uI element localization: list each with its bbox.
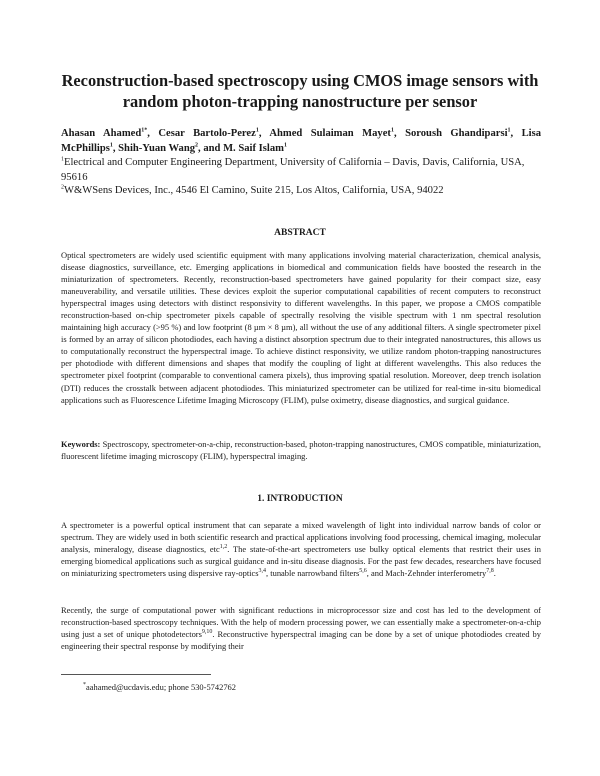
paper-title: Reconstruction-based spectroscopy using CMOS image sensors with random photon-trapping nanostructure per sensor xyxy=(61,71,539,111)
footnote-rule xyxy=(61,674,211,675)
keywords xyxy=(61,438,541,462)
introduction-heading: 1. INTRODUCTION xyxy=(257,494,343,504)
citation-ref: 1,2 xyxy=(219,544,228,551)
citation-ref: 3,4 xyxy=(258,568,267,575)
affiliation-number: 2 xyxy=(61,184,64,191)
author-affiliation-mark: 1 xyxy=(507,127,511,134)
text-run: . Reconstructive hyperspectral imaging can be done by a set of unique photodiodes created by engineering their spectral response by modifying their xyxy=(61,629,541,652)
author-name: Shih-Yuan Wang xyxy=(118,143,196,154)
author-affiliation-mark: 1* xyxy=(141,127,148,134)
affiliation-number: 1 xyxy=(61,156,64,163)
text-run: , and Mach-Zehnder interferometry xyxy=(366,568,487,579)
author-affiliation-mark: 1 xyxy=(283,142,287,149)
abstract-heading: ABSTRACT xyxy=(274,228,326,238)
intro-paragraph-2 xyxy=(61,604,541,652)
author-name: Ahmed Sulaiman Mayet xyxy=(269,128,391,139)
footnote-text: aahamed@ucdavis.edu; phone 530-5742762 xyxy=(86,682,236,692)
author-affiliation-mark: 1 xyxy=(255,127,259,134)
author-name: M. Saif Islam xyxy=(223,143,284,154)
author-affiliation-mark: 2 xyxy=(195,142,199,149)
affiliation-text: Electrical and Computer Engineering Department, University of California – Davis, Davis, California, USA, 95616 xyxy=(61,157,525,183)
intro-paragraph-1 xyxy=(61,519,541,579)
footnote-mark: * xyxy=(83,682,86,689)
author-affiliation-mark: 1 xyxy=(390,127,394,134)
author-affiliation-mark: 1 xyxy=(109,142,113,149)
citation-ref: 9,10 xyxy=(201,629,213,636)
text-run: , tunable narrowband filters xyxy=(266,568,360,579)
text-run: . The state-of-the-art spectrometers use bulky optical elements that restrict their uses in emerging biomedical applications such as surgical guidance and in-situ disease diagnosis. For the past few decades, researchers have focused on miniaturizing spectrometers using dispersive ray-optics xyxy=(61,544,541,579)
author-name: Cesar Bartolo-Perez xyxy=(158,128,256,139)
author-list: Ahasan Ahamed$^{1*}$, Cesar Bartolo-Perez$^1$, Ahmed Sulaiman Mayet$^1$, Soroush Ghandiparsi$^1$, Lisa McPhillips$^1$, Shih-Yuan Wang$^2$, and M. Saif Islam$^1$ xyxy=(61,127,542,154)
text-run: Recently, the surge of computational power with significant reductions in microprocessor size and cost has led to the development of reconstruction-based spectroscopy techniques. With the help of modern processing power, we can essentially make a spectrometer-on-a-chip using just a set of unique photodetectors xyxy=(61,605,541,640)
author-name: Lisa McPhillips xyxy=(61,128,542,154)
author-name: Ahasan Ahamed xyxy=(61,128,142,139)
footnote xyxy=(83,682,236,692)
author-conjunction: and xyxy=(203,143,221,154)
citation-ref: 7,8 xyxy=(486,568,494,575)
keywords-label: Keywords: xyxy=(61,439,101,449)
affiliation-text: W&WSens Devices, Inc., 4546 El Camino, Suite 215, Los Altos, California, USA, 94022 xyxy=(64,185,444,196)
citation-ref: 5,6 xyxy=(359,568,367,575)
author-name: Soroush Ghandiparsi xyxy=(405,128,508,139)
abstract-text: Optical spectrometers are widely used scientific equipment with many applications involving material characterization, chemical analysis, disease diagnostics, surveillance, etc. Emerging applications in biomedical and communication fields have boosted the research in the miniaturization of spectrometers. Recently, reconstruction-based spectrometers have gained popularity for their compact size, easy maneuverability, and versatile utilities. These devices exploit the superior computational capabilities of recent computers to reconstruct hyperspectral images using detectors with distinct responsivity to different wavelengths. In this paper, we propose a CMOS compatible reconstruction-based on-chip spectrometer pixels capable of spectrally resolving the visible spectrum with 1 nm spectral resolution maintaining high accuracy (>95 %) and low footprint (8 µm × 8 µm), all without the use of any additional filters. A single spectrometer pixel is formed by an array of silicon photodiodes, each having a distinct absorption spectrum due to their integrated nanostructures, this allows us to computationally reconstruct the hyperspectral image. To achieve distinct responsivity, we utilize random photon-trapping nanostructures per photodiode with different dimensions and shapes that modify the coupling of light at different wavelengths. This also reduces the spectrometer pixel footprint (comparable to conventional camera pixels), thus improving spatial resolution. Moreover, deep trench isolation (DTI) reduces the crosstalk between adjacent photodiodes. This miniaturized spectrometer can be utilized for real-time in-situ biomedical applications such as Fluorescence Lifetime Imaging Microscopy (FLIM), pulse oximetry, disease diagnostics, and surgical guidance. xyxy=(61,250,541,405)
affiliation-2 xyxy=(61,183,541,198)
keywords-text: Spectroscopy, spectrometer-on-a-chip, reconstruction-based, photon-trapping nanostructures, CMOS compatible, miniaturization, fluorescent lifetime imaging microscopy (FLIM), hyperspectral imaging. xyxy=(61,439,541,461)
text-run: . xyxy=(493,568,496,579)
text-run: A spectrometer is a powerful optical instrument that can separate a mixed wavelength of light into individual narrow bands of color or spectrum. They are widely used in both scientific research and practical applications involving food processing, chemical imaging, molecular analysis, mineralogy, disease diagnostics, etc xyxy=(61,520,541,555)
affiliation-1 xyxy=(61,155,541,185)
